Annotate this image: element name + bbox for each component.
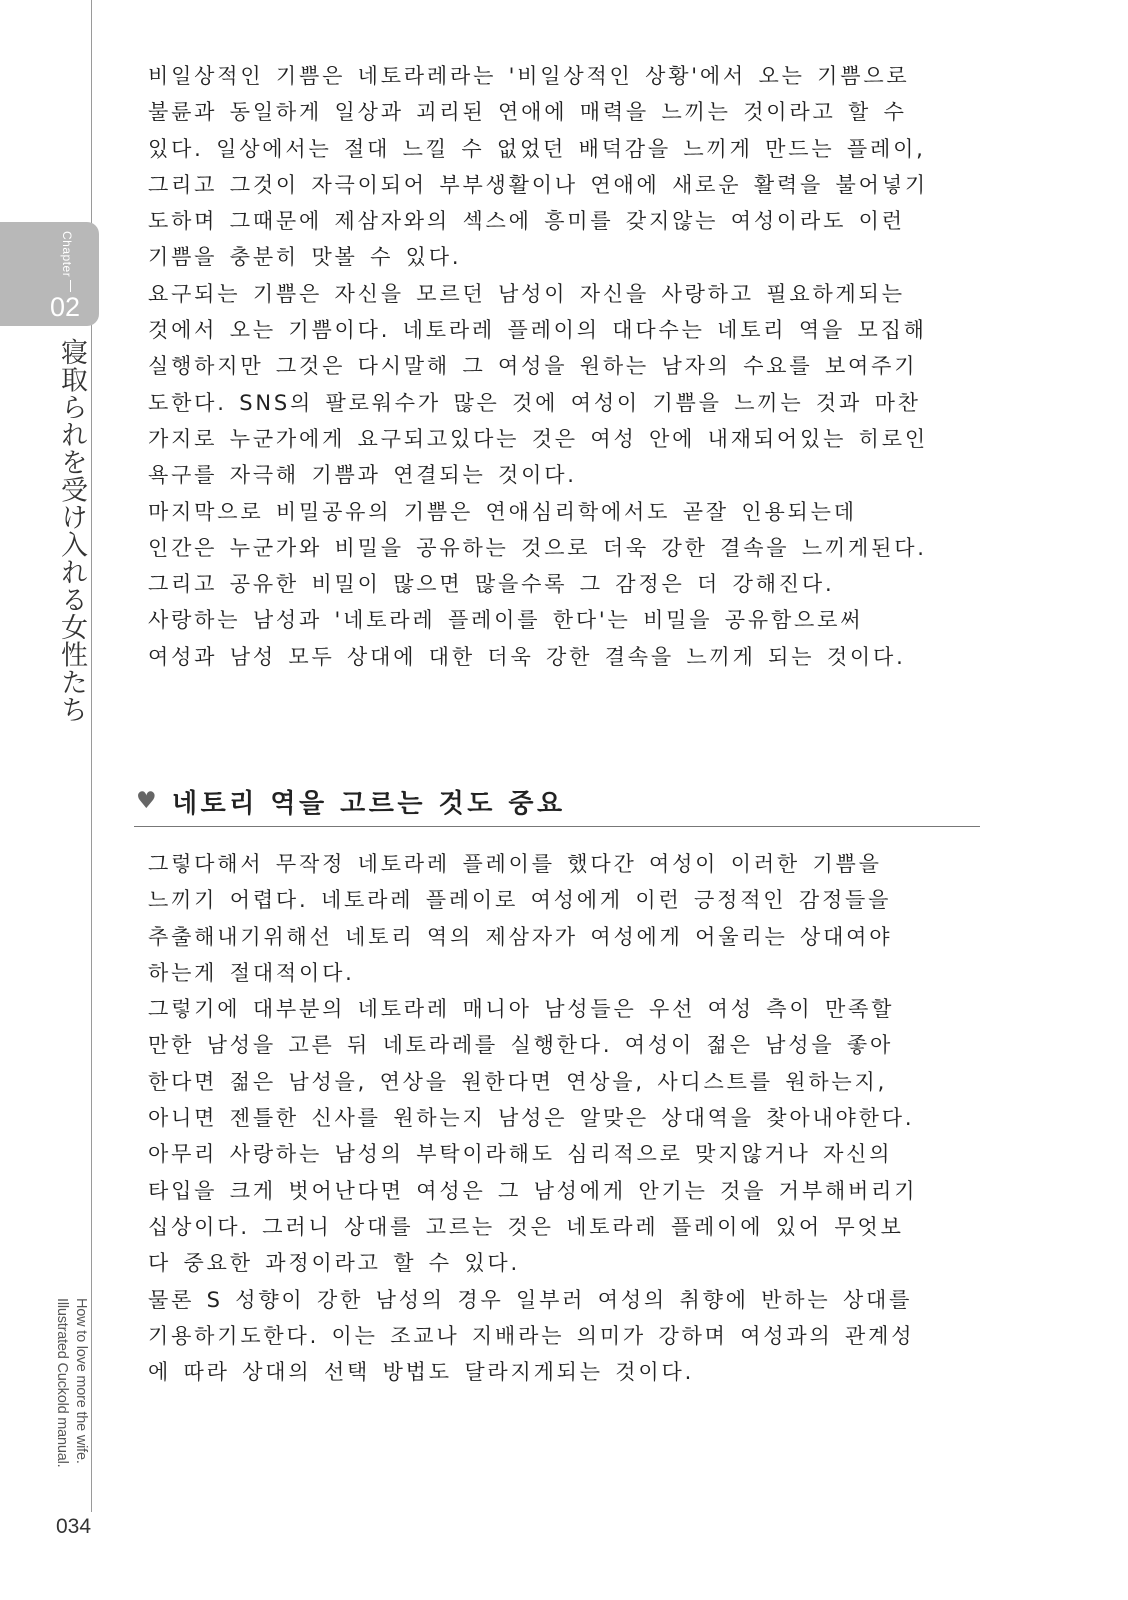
text-line: 물론 S 성향이 강한 남성의 경우 일부러 여성의 취향에 반하는 상대를 [148, 1287, 913, 1312]
chapter-title: 寝取られを受け入れる女性たち [56, 338, 87, 723]
text-line: 그렇다해서 무작정 네토라레 플레이를 했다간 여성이 이러한 기쁨을 [148, 852, 882, 876]
text-line: 비일상적인 기쁨은 네토라레라는 '비일상적인 상황'에서 오는 기쁨으로 [148, 64, 910, 88]
text-line: 도한다. SNS의 팔로워수가 많은 것에 여성이 기쁨을 느끼는 것과 마찬 [148, 390, 921, 415]
book-subtitle [46, 1298, 90, 1482]
text-line: 기용하기도한다. 이는 조교나 지배라는 의미가 강하며 여성과의 관계성 [148, 1323, 915, 1348]
chapter-separator [70, 280, 71, 292]
text-line: 인간은 누군가와 비밀을 공유하는 것으로 더욱 강한 결속을 느끼게된다. [148, 535, 927, 560]
chapter-number: 02 [49, 292, 81, 322]
text-line: 있다. 일상에서는 절대 느낄 수 없었던 배덕감을 느끼게 만드는 플레이, [148, 136, 926, 161]
page-number: 034 [56, 1515, 92, 1538]
text-line: 추출해내기위해선 네토리 역의 제삼자가 여성에게 어울리는 상대여야 [148, 924, 893, 949]
text-line: 욕구를 자극해 기쁨과 연결되는 것이다. [148, 463, 577, 488]
text-line: 에 따라 상대의 선택 방법도 달라지게되는 것이다. [148, 1360, 695, 1385]
text-line: 가지로 누군가에게 요구되고있다는 것은 여성 안에 내재되어있는 히로인 [148, 426, 928, 451]
text-line: 십상이다. 그러니 상대를 고르는 것은 네토라레 플레이에 있어 무엇보 [148, 1214, 904, 1239]
text-line: 불륜과 동일하게 일상과 괴리된 연애에 매력을 느끼는 것이라고 할 수 [148, 100, 907, 125]
text-line: 기쁨을 충분히 맛볼 수 있다. [148, 245, 462, 270]
body-paragraphs-2 [148, 846, 996, 1390]
text-line: 것에서 오는 기쁨이다. 네토라레 플레이의 대다수는 네토리 역을 모집해 [148, 318, 927, 343]
text-line: 아무리 사랑하는 남성의 부탁이라해도 심리적으로 맞지않거나 자신의 [148, 1142, 893, 1167]
section-divider [134, 826, 980, 827]
text-line: 그리고 공유한 비밀이 많으면 많을수록 그 감정은 더 강해진다. [148, 572, 835, 597]
book-subtitle-line-2: Illustrated Cuckold manual. [54, 1298, 70, 1468]
text-line: 다 중요한 과정이라고 할 수 있다. [148, 1251, 520, 1276]
text-line: 그리고 그것이 자극이되어 부부생활이나 연애에 새로운 활력을 불어넣기 [148, 172, 928, 197]
text-line: 타입을 크게 벗어난다면 여성은 그 남성에게 안기는 것을 거부해버리기 [148, 1178, 918, 1203]
text-line: 그렇기에 대부분의 네토라레 매니아 남성들은 우선 여성 측이 만족할 [148, 997, 895, 1022]
text-line: 만한 남성을 고른 뒤 네토라레를 실행한다. 여성이 젊은 남성을 좋아 [148, 1033, 894, 1058]
heart-icon: ♥ [136, 788, 157, 814]
text-line: 사랑하는 남성과 '네토라레 플레이를 한다'는 비밀을 공유함으로써 [148, 608, 864, 633]
text-line: 마지막으로 비밀공유의 기쁨은 연애심리학에서도 곧잘 인용되는데 [148, 499, 857, 524]
text-line: 한다면 젊은 남성을, 연상을 원한다면 연상을, 사디스트를 원하는지, [148, 1069, 888, 1094]
section-heading [136, 776, 980, 826]
text-line: 느끼기 어렵다. 네토라레 플레이로 여성에게 이런 긍정적인 감정들을 [148, 888, 892, 913]
text-line: 요구되는 기쁨은 자신을 모르던 남성이 자신을 사랑하고 필요하게되는 [148, 281, 905, 306]
section-heading-text: 네토리 역을 고르는 것도 중요 [172, 788, 566, 819]
book-subtitle-line-1: How to love more the wife. [73, 1298, 89, 1464]
chapter-label: Chapter [60, 230, 74, 278]
text-line: 하는게 절대적이다. [148, 960, 355, 985]
text-line: 실행하지만 그것은 다시말해 그 여성을 원하는 남자의 수요를 보여주기 [148, 354, 918, 379]
text-line: 여성과 남성 모두 상대에 대한 더욱 강한 결속을 느끼게 되는 것이다. [148, 644, 906, 669]
text-line: 아니면 젠틀한 신사를 원하는지 남성은 알맞은 상대역을 찾아내야한다. [148, 1106, 915, 1131]
body-paragraphs-1 [148, 58, 996, 675]
text-line: 도하며 그때문에 제삼자와의 섹스에 흥미를 갖지않는 여성이라도 이런 [148, 209, 905, 234]
